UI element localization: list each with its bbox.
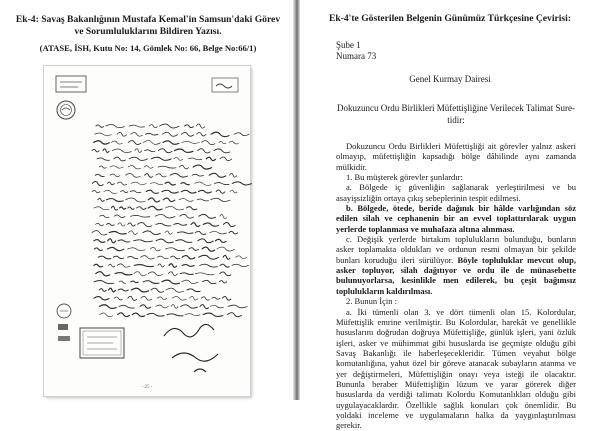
branch-label: Şube 1 (336, 40, 361, 50)
script-stroke (182, 141, 200, 143)
script-stroke (144, 166, 153, 169)
script-stroke (192, 174, 203, 176)
script-stroke (220, 272, 231, 276)
script-stroke (145, 133, 157, 135)
document-subject (336, 103, 576, 126)
script-stroke (121, 191, 128, 193)
script-stroke (115, 273, 132, 275)
script-stroke (138, 223, 152, 227)
script-stroke (181, 183, 189, 185)
script-stroke (108, 264, 114, 267)
script-stroke (206, 157, 215, 160)
script-stroke (189, 248, 199, 251)
item-1c (336, 234, 576, 296)
script-stroke (195, 273, 213, 275)
script-stroke (212, 297, 220, 299)
script-stroke (230, 190, 237, 193)
script-stroke (174, 157, 183, 160)
script-stroke (150, 247, 160, 251)
script-stroke (143, 141, 160, 145)
script-stroke (131, 133, 143, 137)
script-stroke (108, 239, 116, 243)
script-stroke (97, 158, 109, 160)
script-stroke (143, 231, 160, 235)
script-stroke (107, 182, 114, 185)
script-stroke (99, 166, 106, 168)
script-stroke (220, 214, 227, 218)
script-stroke (174, 149, 193, 152)
script-stroke (106, 125, 124, 128)
script-stroke (203, 223, 218, 226)
script-stroke (210, 231, 227, 234)
translation-heading: Ek-4'te Gösterilen Belgenin Günümüz Türkçesine Çevirisi: (328, 13, 572, 24)
script-stroke (94, 240, 105, 243)
script-stroke (214, 149, 230, 153)
script-stroke (151, 157, 171, 160)
script-stroke (128, 296, 137, 300)
subject-line-2: tidir: (447, 114, 465, 125)
script-stroke (202, 280, 216, 283)
script-stroke (92, 149, 99, 152)
script-stroke (202, 247, 215, 251)
right-page (300, 0, 600, 431)
script-stroke (148, 206, 162, 210)
script-stroke (223, 223, 235, 227)
script-stroke (186, 207, 197, 210)
script-stroke (167, 314, 183, 316)
script-stroke (117, 182, 126, 185)
script-stroke (146, 190, 158, 193)
item-1: 1. Bu müşterek görevler şunlardır: (346, 172, 463, 183)
script-stroke (143, 281, 159, 284)
script-stroke (134, 240, 153, 242)
script-stroke (190, 296, 199, 300)
script-stroke (203, 313, 223, 316)
script-stroke (179, 165, 188, 168)
item-1b-text: b. Bölgede, ötede, beride dağınık bir hâlde varlığından söz edilen silah ve cephanenin bir an evvel toplattırılarak uygun yerlerde toplanması ve muhafaza altına alınması. (336, 203, 576, 234)
script-stroke (114, 157, 125, 161)
script-stroke (166, 248, 185, 251)
script-stroke (104, 190, 117, 193)
script-stroke (137, 207, 147, 210)
script-stroke (165, 231, 172, 234)
script-stroke (158, 166, 176, 168)
script-stroke (201, 297, 209, 300)
registry-number-box (212, 78, 238, 92)
script-stroke (128, 248, 145, 251)
script-stroke (95, 174, 104, 176)
script-stroke (114, 215, 125, 218)
item-2a: a. İki tümenli olan 3. ve dört tümenli olan 15. Kolordular, Müfettişlik emrine verilmiştir. Bu Kolordular, harekât ve genellikle hususlarını doğrudan doğruya Müfettişliğe, günlük işleri, yani özlük işleri, asker ve mühimmat gibi hususlarda ise geçmişte olduğu gibi Savaş Bakanlığı ile haberleşecekleridir. Tümen veyahut bölge komutanlığına, yahut özel bir göreve atanacak subayların atanma ve yer değiştirmeleri, Müfettişliğin onayı veya isteği ile olacaktır. Bununla beraber Müfettişliğin lüzum ve yarar görerek diğer hususlarda da verdiği talimatı Kolordu Komutanlıkları olduğu gibi uygulayacaklardır. Özellikle sağlık konuları çok önemlidir. Bu yoldaki inceleme ve uygulamaların halka da yaygınlaştırılması gerekir. (336, 306, 576, 431)
script-stroke (178, 232, 193, 234)
script-stroke (228, 313, 242, 317)
script-stroke (106, 223, 114, 225)
script-stroke (182, 256, 195, 259)
script-stroke (103, 149, 109, 153)
script-stroke (189, 158, 202, 160)
script-stroke (156, 305, 169, 308)
script-stroke (128, 207, 134, 209)
script-stroke (220, 157, 232, 161)
book-gutter (293, 0, 300, 400)
script-stroke (163, 198, 174, 202)
script-stroke (128, 166, 140, 169)
script-stroke (174, 224, 187, 226)
script-stroke (106, 199, 123, 202)
script-stroke (117, 264, 130, 267)
script-stroke (198, 239, 213, 243)
script-stroke (209, 173, 226, 177)
script-stroke (113, 256, 123, 258)
script-stroke (110, 166, 123, 168)
script-stroke (155, 215, 175, 218)
script-stroke (117, 132, 126, 136)
script-stroke (193, 165, 211, 169)
script-stroke (94, 141, 110, 144)
script-stroke (199, 214, 216, 218)
translation-body (336, 141, 576, 431)
script-stroke (158, 264, 164, 267)
script-stroke (222, 296, 231, 300)
script-stroke (230, 173, 237, 177)
script-stroke (147, 313, 164, 316)
script-stroke (109, 288, 116, 292)
script-stroke (94, 297, 109, 300)
script-stroke (198, 190, 211, 193)
script-stroke (182, 132, 194, 136)
script-stroke (200, 305, 209, 309)
script-stroke (163, 132, 178, 136)
script-stroke (187, 289, 200, 292)
script-stroke (171, 256, 180, 259)
script-stroke (120, 207, 126, 209)
script-stroke (92, 231, 107, 235)
script-stroke (128, 223, 135, 226)
handwritten-ottoman-document (44, 66, 250, 396)
script-stroke (149, 125, 157, 128)
script-stroke (234, 133, 249, 136)
script-stroke (126, 198, 146, 202)
script-stroke (145, 174, 153, 178)
script-stroke (182, 265, 194, 267)
script-stroke (219, 281, 226, 284)
script-stroke (129, 231, 138, 235)
script-stroke (232, 264, 249, 266)
script-stroke (134, 272, 146, 276)
script-stroke (118, 313, 130, 317)
archival-document-facsimile (44, 66, 250, 396)
script-stroke (181, 190, 196, 193)
document-number: Numara 73 (336, 51, 377, 61)
script-stroke (179, 199, 193, 202)
script-stroke (211, 132, 229, 136)
script-stroke (100, 313, 113, 317)
script-stroke (110, 174, 120, 177)
round-seal (57, 101, 75, 119)
script-stroke (118, 240, 130, 242)
script-stroke (157, 297, 166, 300)
script-stroke (94, 207, 109, 210)
script-stroke (100, 215, 109, 217)
script-stroke (185, 125, 194, 128)
item-1c-bold: Böyle topluluklar mevcut olup, asker topluyor, silah dağıtıyor ve ordu ile de münasebette bulunuyorlarsa, kesinlikle men edilerek, bu çeşit bağımsız toplulukların kaldırılması. (336, 254, 576, 296)
script-stroke (214, 183, 229, 185)
script-stroke (131, 288, 148, 292)
script-stroke (114, 297, 122, 300)
script-stroke (162, 280, 179, 284)
script-stroke (172, 297, 186, 301)
script-stroke (99, 289, 106, 292)
script-stroke (156, 223, 171, 225)
handwritten-script-lines (92, 124, 251, 317)
script-stroke (131, 182, 146, 185)
script-stroke (140, 305, 151, 309)
script-stroke (223, 255, 230, 259)
script-stroke (141, 296, 152, 300)
script-stroke (197, 199, 208, 201)
item-1b (336, 203, 576, 234)
script-stroke (158, 149, 172, 153)
script-stroke (216, 190, 225, 193)
item-1a: a. Bölgede iç güvenliğin sağlanarak yerleştirilmesi ve bu asayişsizliğin ortaya çıkış sebeplerinin tespit edilmesi. (336, 182, 576, 203)
script-stroke (160, 124, 179, 128)
script-stroke (119, 305, 134, 308)
script-stroke (198, 149, 210, 153)
script-stroke (182, 280, 198, 283)
script-stroke (128, 141, 140, 145)
script-stroke (165, 206, 183, 210)
script-stroke (100, 305, 117, 309)
script-stroke (220, 264, 229, 267)
script-stroke (168, 272, 177, 276)
script-stroke (195, 231, 205, 234)
script-stroke (94, 248, 102, 251)
script-stroke (148, 198, 159, 202)
script-stroke (215, 239, 226, 242)
script-stroke (163, 141, 179, 144)
facsimile-page-number: - 25 - (141, 385, 153, 390)
script-stroke (232, 182, 251, 185)
script-stroke (150, 183, 162, 185)
script-stroke (228, 305, 247, 308)
script-stroke (112, 149, 131, 153)
script-stroke (196, 124, 204, 128)
item-1c-plain: c. Değişik yerlerde birtakım toplulukların bulunduğu, bunların asker toplamakta oldukları ve ordunun resmi olmayan bir şekilde bunları koruduğu ileri sürülüyor. (336, 234, 576, 265)
signature-marks (164, 324, 218, 372)
script-stroke (195, 182, 212, 185)
script-stroke (236, 256, 247, 259)
script-stroke (145, 150, 155, 152)
script-stroke (95, 133, 112, 136)
script-stroke (134, 265, 153, 267)
script-stroke (98, 198, 104, 201)
script-stroke (128, 256, 138, 258)
script-stroke (180, 214, 194, 218)
script-stroke (119, 281, 125, 283)
script-stroke (170, 174, 188, 178)
script-stroke (185, 314, 200, 316)
script-stroke (132, 313, 144, 316)
script-stroke (129, 157, 147, 160)
subject-line-1: Dokuzuncu Ordu Birlikleri Müfettişliğine Verilecek Talimat Sure- (337, 103, 575, 113)
script-stroke (217, 247, 235, 251)
script-stroke (129, 125, 144, 127)
script-stroke (130, 191, 141, 193)
script-stroke (111, 206, 117, 210)
script-stroke (202, 141, 216, 145)
script-stroke (107, 247, 123, 250)
script-stroke (98, 256, 111, 259)
item-2: 2. Bunun İçin : (346, 296, 397, 307)
script-stroke (96, 272, 110, 276)
script-stroke (180, 273, 193, 275)
script-stroke (96, 125, 104, 127)
script-stroke (92, 181, 103, 185)
script-stroke (199, 255, 219, 259)
script-stroke (166, 288, 184, 292)
script-stroke (229, 141, 238, 144)
script-stroke (176, 240, 192, 243)
script-stroke (135, 149, 142, 153)
script-stroke (118, 223, 125, 226)
script-stroke (200, 264, 218, 267)
script-stroke (92, 190, 100, 192)
script-stroke (131, 215, 150, 217)
official-stamp-top (56, 76, 86, 92)
script-stroke (151, 288, 164, 292)
script-stroke (165, 182, 175, 185)
archive-source-caption: (ATASE, İSH, Kutu No: 14, Gömlek No: 66, Belge No:66/1) (39, 43, 257, 53)
script-stroke (148, 272, 162, 276)
script-stroke (131, 281, 138, 283)
left-page (0, 0, 293, 400)
script-stroke (96, 223, 104, 226)
script-stroke (162, 190, 178, 193)
script-stroke (181, 305, 198, 308)
script-stroke (211, 305, 224, 308)
rectangular-stamp-bottom (80, 328, 124, 358)
script-stroke (169, 264, 177, 267)
script-stroke (191, 223, 200, 227)
intro-paragraph: Dokuzuncu Ordu Birlikleri Müfettişliği ait görevler yalnız askeri olmayıp, müfettişliğin kapsadığı bölge dâhilinde aynı zamanda mülkidir. (336, 141, 576, 172)
script-stroke (219, 141, 226, 143)
script-stroke (94, 281, 114, 284)
script-stroke (197, 133, 206, 136)
script-stroke (141, 256, 155, 259)
script-stroke (156, 174, 167, 177)
script-stroke (126, 173, 141, 177)
script-stroke (171, 305, 178, 309)
script-stroke (157, 256, 168, 258)
script-stroke (94, 264, 103, 267)
issuing-office: Genel Kurmay Dairesi (409, 74, 491, 84)
script-stroke (118, 289, 128, 291)
script-stroke (211, 198, 231, 201)
appendix-heading: Ek-4: Savaş Bakanlığının Mustafa Kemal'in Samsun'daki Görev ve Sorumluluklarını Bildiren Yazısı. (15, 14, 281, 37)
script-stroke (156, 239, 173, 243)
script-stroke (111, 141, 122, 144)
script-stroke (229, 231, 238, 234)
script-stroke (109, 232, 126, 235)
margin-seals (57, 304, 71, 341)
